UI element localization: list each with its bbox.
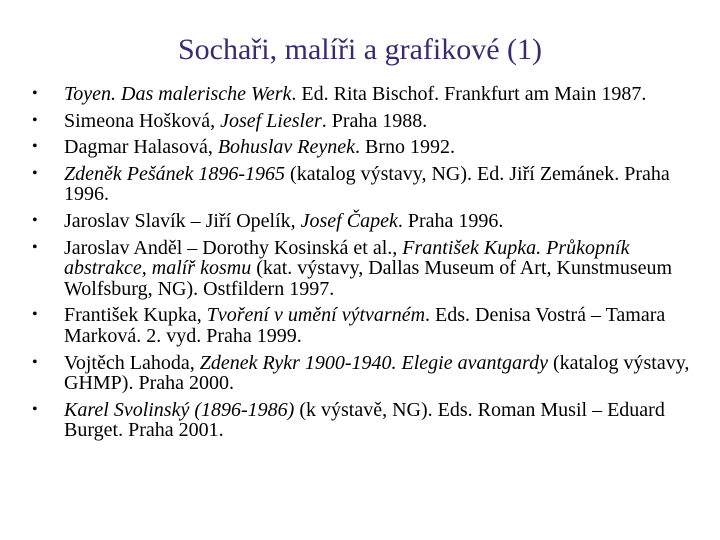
item-title-italic: Josef Čapek (300, 209, 398, 232)
item-text: Jaroslav Slavík – Jiří Opelík, (64, 209, 301, 232)
item-title-italic: Zdenek Rykr 1900-1940. Elegie avantgardy (199, 351, 548, 374)
item-text: Jaroslav Anděl – Dorothy Kosinská et al., (64, 236, 403, 259)
list-item (32, 111, 702, 132)
item-text: Dagmar Halasová, (64, 136, 218, 159)
bullet-icon: • (32, 400, 38, 418)
list-item (32, 305, 702, 346)
list-item (32, 211, 702, 232)
list-item (32, 400, 702, 441)
item-title-italic: Toyen. Das malerische Werk (64, 83, 292, 105)
bullet-icon: • (32, 353, 38, 371)
item-text: . Praha 1996. (397, 209, 504, 232)
item-text: . Ed. Rita Bischof. Frankfurt am Main 1987. (291, 83, 647, 105)
list-item (32, 238, 702, 300)
bullet-icon: • (32, 164, 38, 182)
list-item (32, 137, 702, 158)
item-text: František Kupka, (64, 304, 207, 327)
list-item (32, 353, 702, 394)
bibliography-list (32, 84, 702, 447)
bullet-icon: • (32, 85, 38, 102)
item-title-italic: František Kupka. Průkopník abstrakce, malíř kosmu (64, 236, 630, 280)
item-text: . Eds. Denisa Vostrá – Tamara Marková. 2. vyd. Praha 1999. (64, 304, 666, 347)
item-text: . Praha 1988. (321, 109, 428, 132)
item-title-italic: Zdeněk Pešánek 1896-1965 (64, 162, 286, 185)
bullet-icon: • (32, 238, 38, 256)
bullet-icon: • (32, 138, 38, 156)
item-text: (katalog výstavy, NG). Ed. Jiří Zemánek. Praha 1996. (64, 162, 670, 206)
list-item (32, 84, 702, 105)
bullet-icon: • (32, 306, 38, 324)
item-text: (kat. výstavy, Dallas Museum of Art, Kunstmuseum Wolfsburg, NG). Ostfildern 1997. (64, 257, 673, 300)
item-text: Simeona Hošková, (64, 109, 221, 132)
item-title-italic: Karel Svolinský (1896-1986) (64, 398, 295, 421)
item-title-italic: Tvoření v umění výtvarném (206, 304, 426, 327)
item-title-italic: Bohuslav Reynek (217, 136, 355, 159)
bullet-icon: • (32, 211, 38, 229)
item-text: . Brno 1992. (355, 136, 455, 159)
list-item (32, 164, 702, 205)
item-title-italic: Josef Liesler (220, 109, 322, 132)
item-text: (k výstavě, NG). Eds. Roman Musil – Eduard Burget. Praha 2001. (64, 398, 665, 442)
item-text: Vojtěch Lahoda, (64, 351, 200, 374)
slide-title: Sochaři, malíři a grafikové (1) (177, 33, 543, 66)
bullet-icon: • (32, 111, 38, 129)
item-text: (katalog výstavy, GHMP). Praha 2000. (64, 351, 690, 395)
